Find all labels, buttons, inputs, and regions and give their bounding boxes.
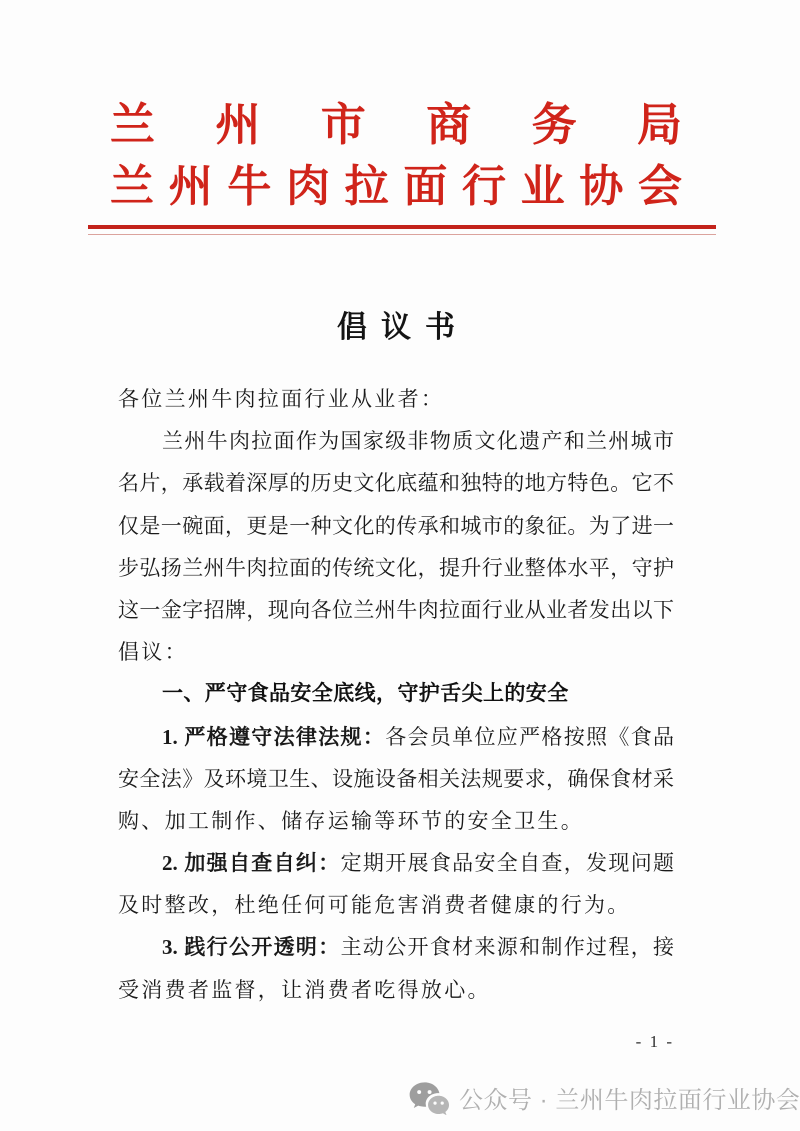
body-line <box>118 716 674 758</box>
wechat-icon <box>408 1081 450 1115</box>
body-text: 及时整改，杜绝任何可能危害消费者健康的行为。 <box>118 893 631 918</box>
body-text-bold: 3. <box>162 935 185 960</box>
body-text-bold: 一、严守食品安全底线，守护舌尖上的安全 <box>162 682 569 706</box>
body-line <box>118 884 674 926</box>
body-text: 仅是一碗面，更是一种文化的传承和城市的象征。为了进一 <box>118 513 674 538</box>
body-line <box>118 547 674 589</box>
body-line <box>118 589 674 631</box>
body-text: 购、加工制作、储存运输等环节的安全卫生。 <box>118 808 584 833</box>
body-line <box>118 462 674 504</box>
body-text: 名片，承载着深厚的历史文化底蕴和独特的地方特色。它不 <box>118 471 674 496</box>
body-text-bold: 践行公开透明： <box>184 935 341 960</box>
body-line <box>118 505 674 547</box>
body-text: 安全法》及环境卫生、设施设备相关法规要求，确保食材采 <box>118 766 674 791</box>
body-text: 倡议： <box>118 640 188 665</box>
watermark-text: 公众号 · 兰州牛肉拉面行业协会 <box>459 1087 800 1114</box>
letterhead-org-2: 兰州牛肉拉面行业协会 <box>110 162 682 211</box>
divider-thin-line <box>88 234 716 235</box>
body-text: 主动公开食材来源和制作过程，接 <box>340 935 674 960</box>
body-text-bold: 加强自查自纠： <box>184 851 341 876</box>
body-line <box>118 378 674 420</box>
document-title: 倡议书 <box>337 311 469 344</box>
body-line <box>118 842 674 884</box>
body-text: 兰州牛肉拉面作为国家级非物质文化遗产和兰州城市 <box>162 429 674 454</box>
body-line <box>118 420 674 462</box>
body-text: 各位兰州牛肉拉面行业从业者： <box>118 387 445 411</box>
letterhead-org-1: 兰州市商务局 <box>110 100 682 150</box>
body-line <box>118 631 674 673</box>
letterhead-divider <box>88 225 716 235</box>
page-number: - 1 - <box>635 1032 674 1051</box>
body-text: 受消费者监督，让消费者吃得放心。 <box>118 977 491 1002</box>
body-text: 步弘扬兰州牛肉拉面的传统文化，提升行业整体水平，守护 <box>118 555 674 580</box>
section-heading <box>118 673 674 715</box>
body-text-bold: 1. <box>162 724 185 749</box>
divider-thick-line <box>88 225 716 229</box>
body-line <box>118 758 674 800</box>
body-text: 这一金字招牌，现向各位兰州牛肉拉面行业从业者发出以下 <box>118 597 674 622</box>
body-line <box>118 969 674 1011</box>
body-line <box>118 800 674 842</box>
body-text: 定期开展食品安全自查，发现问题 <box>340 851 674 876</box>
body-text-bold: 严格遵守法律法规： <box>184 724 386 749</box>
body-text: 各会员单位应严格按照《食品 <box>385 724 674 749</box>
body-text-bold: 2. <box>162 851 185 876</box>
document-body <box>118 378 674 1011</box>
watermark <box>408 1080 800 1115</box>
body-line <box>118 926 674 968</box>
